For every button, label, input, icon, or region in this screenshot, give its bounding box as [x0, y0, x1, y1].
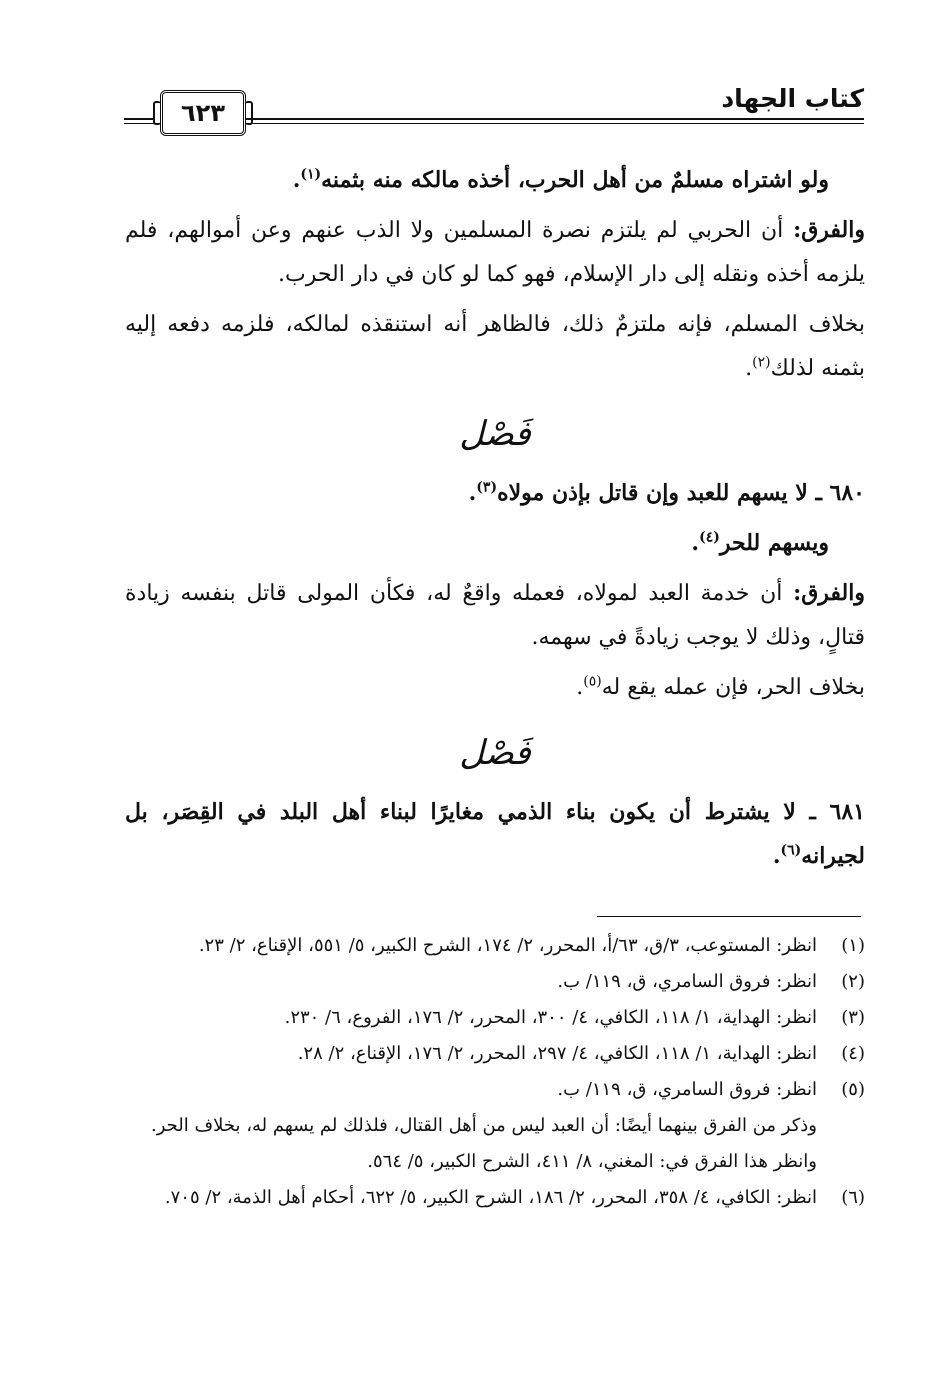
footnote-ref[interactable]: (١)	[300, 166, 322, 183]
paragraph	[125, 521, 865, 565]
rule-paragraph	[125, 790, 865, 878]
footnote-ref[interactable]: (٤)	[699, 529, 720, 546]
footnote-text: انظر: الهداية، ١/ ١١٨، الكافي، ٤/ ٣٠٠، المحرر، ٢/ ١٧٦، الفروع، ٦/ ٢٣٠.	[284, 1007, 817, 1028]
footnote-number: (٣)	[841, 1007, 865, 1028]
main-text	[125, 158, 865, 884]
chapter-title: كتاب الجهاد	[721, 84, 864, 113]
footnote-continuation: وانظر هذا الفرق في: المغني، ٨/ ٤١١، الشرح الكبير، ٥/ ٥٦٤.	[367, 1151, 817, 1172]
paragraph-text: ٦٨٠ ـ لا يسهم للعبد وإن قاتل بإذن مولاه	[497, 480, 865, 506]
footnote-text: انظر: الهداية، ١/ ١١٨، الكافي، ٤/ ٢٩٧، المحرر، ٢/ ١٧٦، الإقناع، ٢/ ٢٨.	[297, 1043, 817, 1064]
paragraph	[125, 303, 865, 391]
header-rule-left	[124, 118, 154, 124]
page-header	[124, 80, 864, 150]
paragraph-text: بخلاف المسلم، فإنه ملتزمٌ ذلك، فالظاهر أنه استنقذه لمالكه، فلزمه دفعه إليه بثمنه لذلك	[125, 312, 865, 381]
footnote-number: (٥)	[841, 1079, 865, 1100]
rule-paragraph	[125, 471, 865, 515]
paragraph	[125, 208, 865, 297]
difference-label: والفرق:	[793, 580, 865, 606]
paragraph	[125, 666, 865, 710]
paragraph-end: .	[576, 675, 584, 700]
footnote-text: انظر: فروق السامري، ق، ١١٩/ ب.	[557, 971, 817, 992]
footnote-number: (١)	[841, 935, 865, 956]
footnotes	[125, 930, 865, 1218]
footnote-ref[interactable]: (٥)	[583, 673, 602, 690]
footnote	[125, 930, 865, 961]
paragraph	[125, 158, 865, 202]
paragraph-end: .	[691, 530, 700, 556]
footnote-text: انظر: فروق السامري، ق، ١١٩/ ب.	[557, 1079, 817, 1100]
paragraph	[125, 571, 865, 660]
difference-label: والفرق:	[793, 217, 865, 243]
footnote-number: (٢)	[841, 971, 865, 992]
footnote-text: انظر: الكافي، ٤/ ٣٥٨، المحرر، ٢/ ١٨٦، الشرح الكبير، ٥/ ٦٢٢، أحكام أهل الذمة، ٢/ ٧٠٥.	[164, 1187, 817, 1208]
paragraph-text: ٦٨١ ـ لا يشترط أن يكون بناء الذمي مغايرًا لبناء أهل البلد في القِصَر، بل لجيرانه	[125, 799, 865, 869]
paragraph-text: أن الحربي لم يلتزم نصرة المسلمين ولا الذب عنهم وعن أموالهم، فلم يلزمه أخذه ونقله إلى دار الإسلام، فهو كما لو كان في دار الحرب.	[125, 218, 865, 287]
paragraph-text: ويسهم للحر	[719, 530, 829, 556]
paragraph-end: .	[745, 356, 753, 381]
paragraph-end: .	[772, 843, 781, 869]
footnote	[125, 966, 865, 997]
footnote-continuation: وذكر من الفرق بينهما أيضًا: أن العبد ليس من أهل القتال، فلذلك لم يسهم له، بخلاف الحر.	[150, 1115, 817, 1136]
footnote-number: (٦)	[841, 1187, 865, 1208]
footnote-divider	[597, 916, 861, 917]
paragraph-text: بخلاف الحر، فإن عمله يقع له	[601, 675, 865, 700]
paragraph-end: .	[292, 167, 301, 193]
section-heading: فَصْل	[459, 733, 531, 773]
footnote	[125, 1182, 865, 1213]
footnote	[125, 1002, 865, 1033]
footnote-text: انظر: المستوعب، ٣/ق، ٦٣/أ، المحرر، ٢/ ١٧٤، الشرح الكبير، ٥/ ٥٥١، الإقناع، ٢/ ٢٣.	[198, 935, 817, 956]
footnote	[125, 1038, 865, 1069]
paragraph-text: ولو اشتراه مسلمٌ من أهل الحرب، أخذه مالكه منه بثمنه	[321, 167, 829, 193]
paragraph-end: .	[468, 480, 477, 506]
page-number: ٦٢٣	[160, 90, 246, 136]
header-rule	[244, 118, 864, 124]
footnote-ref[interactable]: (٦)	[780, 842, 802, 859]
paragraph-text: أن خدمة العبد لمولاه، فعمله واقعٌ له، فكأن المولى قاتل بنفسه زيادة قتالٍ، وذلك لا يوجب زيادةً في سهمه.	[125, 581, 865, 650]
footnote-ref[interactable]: (٣)	[476, 479, 498, 496]
footnote-ref[interactable]: (٢)	[752, 354, 771, 371]
footnote-number: (٤)	[841, 1043, 865, 1064]
section-heading: فَصْل	[459, 414, 531, 454]
footnote	[125, 1074, 865, 1105]
